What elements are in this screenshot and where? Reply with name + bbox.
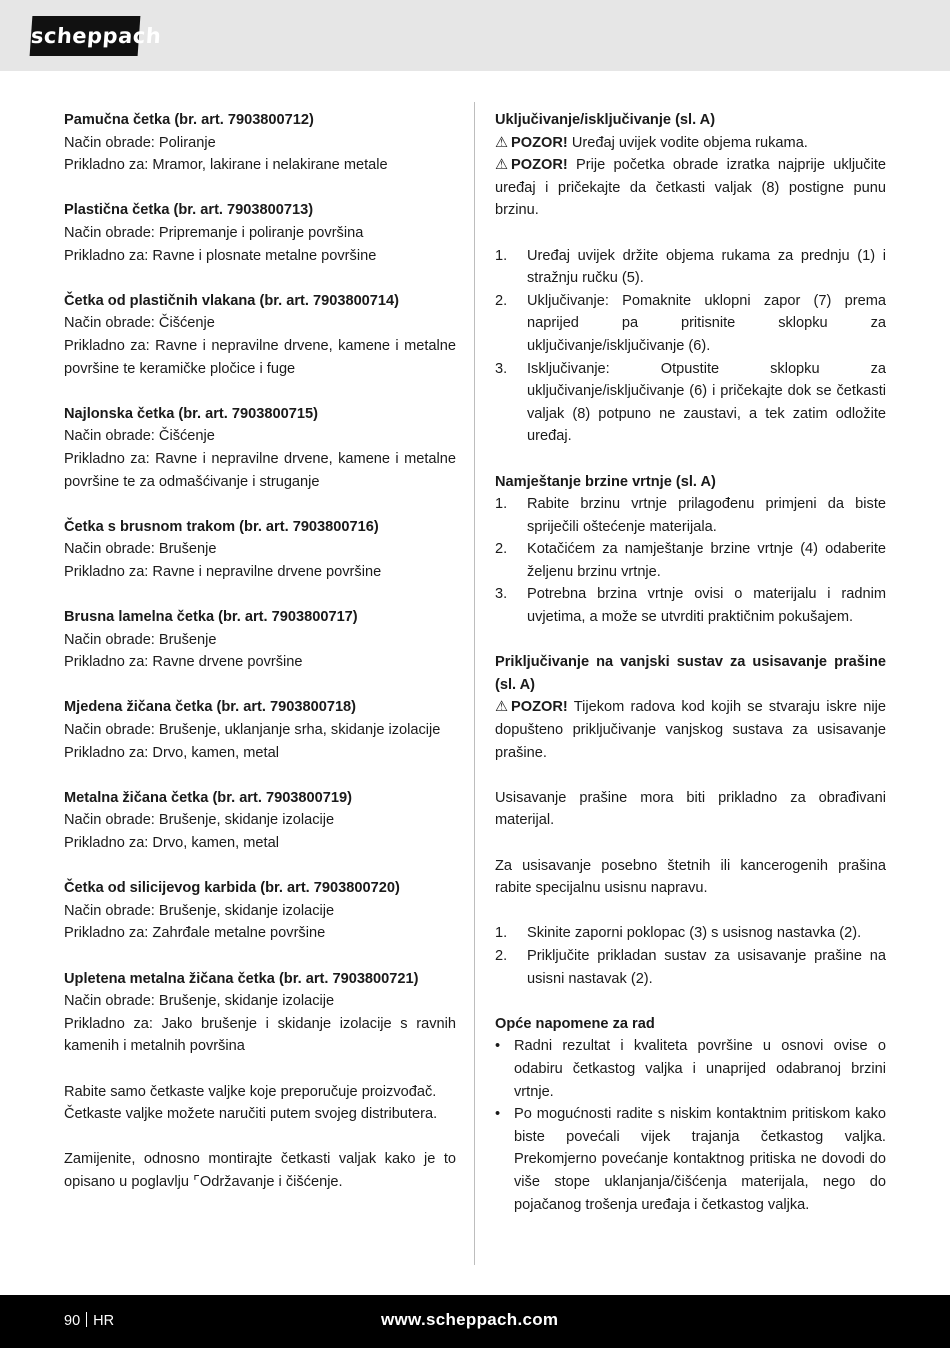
warning-line — [495, 154, 886, 222]
brush-method: Način obrade: Brušenje, skidanje izolacije — [64, 993, 335, 1010]
brush-entry — [64, 877, 456, 945]
website-link[interactable]: www.scheppach.com — [381, 1310, 559, 1329]
brush-title: Brusna lamelna četka (br. art. 7903800717) — [64, 609, 358, 626]
steps-list — [495, 493, 886, 629]
list-item — [495, 290, 886, 358]
step-number: 2. — [495, 947, 508, 964]
brush-method: Način obrade: Brušenje, skidanje izolacije — [64, 902, 335, 919]
brush-title: Mjedena žičana četka (br. art. 7903800718) — [64, 699, 357, 716]
step-number: 1. — [495, 925, 508, 942]
brush-title: Metalna žičana četka (br. art. 7903800719) — [64, 789, 352, 806]
brush-title: Pamučna četka (br. art. 7903800712) — [64, 112, 314, 128]
brush-entry — [64, 109, 456, 177]
step-text: Uključivanje: Pomaknite uklopni zapor (7) prema naprijed pa pritisnite sklopku za uključivanje/isključivanje (6). — [527, 292, 886, 354]
brush-entry — [64, 787, 456, 855]
list-item — [495, 945, 886, 990]
section-on-off — [495, 109, 886, 448]
step-number: 1. — [495, 247, 508, 264]
bullet-icon: • — [495, 1038, 501, 1055]
warning-triangle-icon: ⚠ — [495, 134, 509, 151]
step-number: 3. — [495, 586, 508, 603]
paragraph: Usisavanje prašine mora biti prikladno za obrađivani materijal. — [495, 789, 886, 829]
brush-title: Plastična četka (br. art. 7903800713) — [64, 202, 314, 219]
steps-list — [495, 245, 886, 448]
warning-text: Uređaj uvijek vodite objema rukama. — [567, 134, 808, 151]
separator — [86, 1312, 87, 1327]
column-divider — [474, 102, 475, 1265]
brush-title: Upletena metalna žičana četka (br. art. 7903800721) — [64, 970, 419, 987]
step-text: Priključite prikladan sustav za usisavanje prašine na usisni nastavak (2). — [527, 947, 886, 987]
list-item — [495, 583, 886, 628]
step-text: Isključivanje: Otpustite sklopku za uključivanje/isključivanje (6) i pričekajte dok se četkasti valjak (8) potpuno ne zaustavi, a tek zatim odložite uređaj. — [527, 360, 886, 445]
step-text: Uređaj uvijek držite objema rukama za prednju (1) i stražnju ručku (5). — [527, 247, 886, 287]
brush-suitable: Prikladno za: Drvo, kamen, metal — [64, 835, 279, 851]
right-column — [495, 109, 886, 1216]
brush-suitable: Prikladno za: Ravne i plosnate metalne površine — [64, 247, 377, 264]
section-title: Priključivanje na vanjski sustav za usisavanje prašine (sl. A) — [495, 654, 886, 693]
step-number: 3. — [495, 360, 508, 377]
brush-method: Način obrade: Poliranje — [64, 134, 216, 151]
warning-line — [495, 696, 886, 764]
note-replace: Zamijenite, odnosno montirajte četkasti valjak kako je to opisano u poglavlju ⌜Održavanje i čišćenje. — [64, 1151, 456, 1190]
step-text: Kotačićem za namještanje brzine vrtnje (4) odaberite željenu brzinu vrtnje. — [527, 541, 886, 580]
warning-line — [495, 132, 886, 155]
list-item — [495, 493, 886, 538]
warning-text: Prije početka obrade izratka najprije uključite uređaj i pričekajte da četkasti valjak (8) postigne punu brzinu. — [495, 157, 886, 219]
list-item — [495, 245, 886, 290]
note-distributor: Četkaste valjke možete naručiti putem svojeg distributera. — [64, 1106, 438, 1123]
scheppach-logo: scheppach — [30, 16, 141, 56]
warning-label: POZOR! — [511, 699, 568, 716]
brush-suitable: Prikladno za: Ravne drvene površine — [64, 654, 303, 671]
list-item — [495, 1103, 886, 1216]
brush-method: Način obrade: Čišćenje — [64, 315, 215, 332]
steps-list — [495, 922, 886, 990]
section-dust-extraction — [495, 651, 886, 990]
step-number: 2. — [495, 292, 508, 309]
list-item — [495, 1035, 886, 1103]
brush-title: Četka od silicijevog karbida (br. art. 7903800720) — [64, 880, 400, 897]
section-speed — [495, 471, 886, 629]
paragraph: Za usisavanje posebno štetnih ili kancerogenih prašina rabite specijalnu usisnu napravu. — [495, 857, 886, 897]
section-title: Uključivanje/isključivanje (sl. A) — [495, 112, 716, 128]
brush-method: Način obrade: Brušenje — [64, 631, 217, 648]
bullet-icon: • — [495, 1106, 501, 1123]
list-item — [495, 538, 886, 583]
brush-method: Način obrade: Čišćenje — [64, 428, 215, 445]
brush-entry — [64, 968, 456, 1058]
language-code: HR — [93, 1313, 115, 1329]
note-manufacturer: Rabite samo četkaste valjke koje preporučuje proizvođač. — [64, 1083, 437, 1100]
warning-triangle-icon: ⚠ — [495, 157, 509, 174]
brush-method: Način obrade: Pripremanje i poliranje površina — [64, 224, 364, 241]
bullet-text: Radni rezultat i kvaliteta površine u osnovi ovise o odabiru četkastog valjka i unaprijed odabranoj brzini vrtnje. — [514, 1038, 886, 1100]
step-number: 1. — [495, 496, 508, 513]
step-text: Potrebna brzina vrtnje ovisi o materijalu i radnim uvjetima, a može se utvrditi praktičnim pokušajem. — [527, 586, 886, 626]
brush-title: Najlonska četka (br. art. 7903800715) — [64, 405, 318, 422]
brush-entry — [64, 199, 456, 267]
bullet-list — [495, 1035, 886, 1216]
brush-method: Način obrade: Brušenje, skidanje izolacije — [64, 812, 335, 829]
page-footer — [0, 1295, 950, 1348]
brush-suitable: Prikladno za: Mramor, lakirane i nelakirane metale — [64, 157, 388, 174]
brush-entry — [64, 606, 456, 674]
left-column — [64, 109, 456, 1216]
section-title: Opće napomene za rad — [495, 1015, 655, 1032]
list-item — [495, 358, 886, 448]
bullet-text: Po mogućnosti radite s niskim kontaktnim pritiskom kako biste povećali vijek trajanja četkastog valjka. Prekomjerno povećanje kontaktnog pritiska ne dovodi do više stope uklanjanja/čišćenja materijala, nego do pojačanog trošenja uređaja i četkastog valjka. — [514, 1106, 886, 1213]
list-item — [495, 922, 886, 945]
brush-title: Četka od plastičnih vlakana (br. art. 7903800714) — [64, 292, 400, 309]
page-info — [64, 1310, 114, 1332]
warning-label: POZOR! — [511, 157, 568, 174]
brush-title: Četka s brusnom trakom (br. art. 7903800716) — [64, 518, 379, 535]
step-number: 2. — [495, 541, 508, 558]
brush-suitable: Prikladno za: Ravne i nepravilne drvene, kamene i metalne površine te keramičke pločice i fuge — [64, 337, 456, 377]
brush-suitable: Prikladno za: Zahrđale metalne površine — [64, 925, 326, 942]
supplier-note — [64, 1081, 456, 1126]
page-number: 90 — [64, 1313, 81, 1329]
brush-entry — [64, 696, 456, 764]
step-text: Rabite brzinu vrtnje prilagođenu primjeni da biste spriječili oštećenje materijala. — [527, 496, 886, 535]
brush-entry — [64, 403, 456, 493]
warning-text: Tijekom radova kod kojih se stvaraju iskre nije dopušteno priključivanje vanjskog sustava za usisavanje prašine. — [495, 699, 886, 761]
brush-suitable: Prikladno za: Drvo, kamen, metal — [64, 744, 279, 761]
brush-suitable: Prikladno za: Ravne i nepravilne drvene, kamene i metalne površine te za odmašćivanje i struganje — [64, 450, 456, 490]
step-text: Skinite zaporni poklopac (3) s usisnog nastavka (2). — [527, 925, 862, 942]
brush-entry — [64, 290, 456, 380]
replace-note — [64, 1148, 456, 1193]
section-title: Namještanje brzine vrtnje (sl. A) — [495, 473, 716, 490]
brush-method: Način obrade: Brušenje — [64, 541, 217, 558]
brush-suitable: Prikladno za: Jako brušenje i skidanje izolacije s ravnih kamenih i metalnih površina — [64, 1015, 456, 1055]
page-header — [0, 0, 950, 71]
brush-method: Način obrade: Brušenje, uklanjanje srha, skidanje izolacije — [64, 722, 441, 739]
brush-suitable: Prikladno za: Ravne i nepravilne drvene površine — [64, 563, 382, 580]
brush-entry — [64, 516, 456, 584]
warning-triangle-icon: ⚠ — [495, 699, 509, 716]
warning-label: POZOR! — [511, 134, 568, 151]
section-general-notes — [495, 1013, 886, 1216]
